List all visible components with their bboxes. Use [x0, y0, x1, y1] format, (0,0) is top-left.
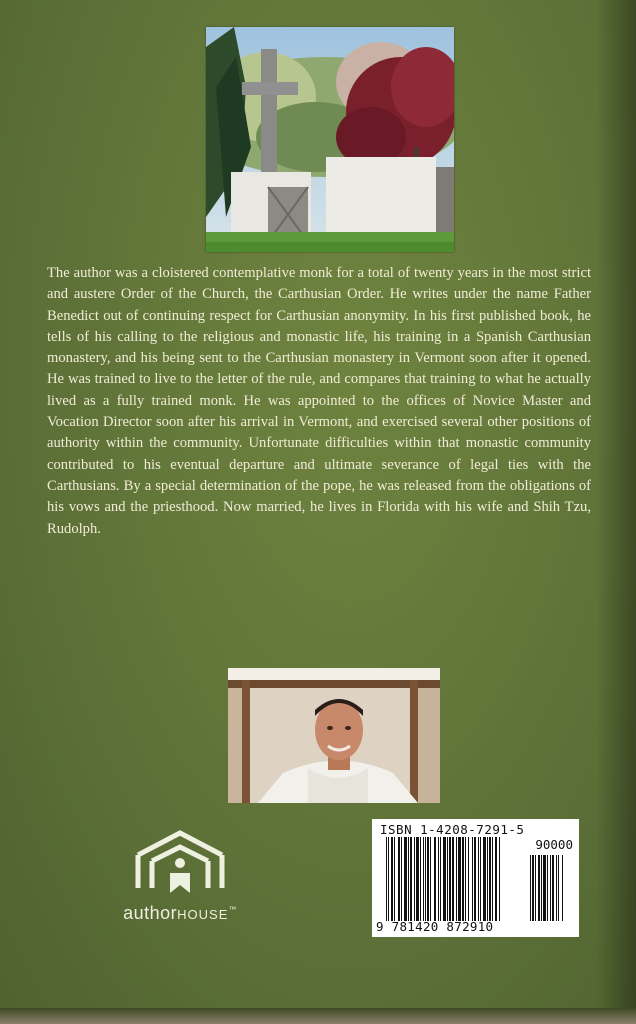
- barcode-bar: [452, 837, 454, 921]
- barcode-bar: [458, 837, 461, 921]
- barcode-bar: [391, 837, 393, 921]
- barcode-bar: [447, 837, 448, 921]
- barcode-bar: [434, 837, 436, 921]
- barcode-bar: [420, 837, 421, 921]
- author-portrait-image: [228, 668, 440, 803]
- barcode-bar: [480, 837, 481, 921]
- barcode-bar: [388, 837, 389, 921]
- barcode-bar: [483, 837, 486, 921]
- author-bio-text: The author was a cloistered contemplative monk for a total of twenty years in the most strict and austere Order of the Church, the Carthusian Order. He writes under the name Father Benedict out of continuing respect for Carthusian anonymity. In his first published book, he tells of his calling to the religious and monastic life, his training in a Spanish Carthusian monastery, and his being sent to the Carthusian monastery in Vermont soon after it opened. He was trained to live to the letter of the rule, and compares that training to what he actually lived as a fully trained monk. He was appointed to the offices of Novice Master and Vocation Director soon after his arrival in Vermont, and exercised several other positions of authority within the community. Unfortunate difficulties within that monastic community contributed to his eventual departure and ultimate severance of legal ties with the Carthusians. By a special determination of the pope, he was released from the obligations of his vows and the priesthood. Now married, he lives in Florida with his wife and Shih Tzu, Rudolph.: [47, 265, 591, 537]
- publisher-logo: [100, 823, 260, 933]
- barcode-bar: [558, 855, 559, 921]
- barcode-bar: [495, 837, 497, 921]
- barcode-bar: [408, 837, 409, 921]
- barcode-bar: [478, 837, 479, 921]
- barcode-bar: [386, 837, 387, 921]
- author-portrait-photo: [228, 668, 440, 803]
- barcode-bar: [398, 837, 400, 921]
- barcode-bar: [416, 837, 419, 921]
- barcode-bar: [538, 855, 540, 921]
- barcode-bar: [541, 855, 542, 921]
- authorhouse-house-icon: [100, 823, 260, 903]
- barcode-bar: [401, 837, 402, 921]
- publisher-name-upper: HOUSE: [177, 907, 229, 922]
- barcode-bar: [468, 837, 469, 921]
- ean-barcode-bars: [386, 837, 531, 921]
- barcode-bar: [556, 855, 557, 921]
- barcode-bar: [449, 837, 451, 921]
- barcode-bar: [492, 837, 493, 921]
- barcode-bar: [487, 837, 488, 921]
- publisher-name-lower: author: [123, 903, 178, 923]
- barcode-bar: [443, 837, 446, 921]
- barcode-bar: [550, 855, 551, 921]
- barcode-bar: [394, 837, 395, 921]
- barcode-bar: [438, 837, 439, 921]
- price-addon-bars: [530, 855, 578, 921]
- barcode-bar: [440, 837, 441, 921]
- cross-scene-image: [206, 27, 454, 252]
- barcode-bar: [552, 855, 554, 921]
- barcode-bar: [404, 837, 407, 921]
- barcode-bar: [456, 837, 457, 921]
- barcode-bar: [472, 837, 473, 921]
- barcode-bar: [462, 837, 464, 921]
- barcode-bar: [530, 855, 531, 921]
- barcode-bar: [532, 855, 534, 921]
- publisher-wordmark: [100, 903, 260, 924]
- barcode-bar: [547, 855, 548, 921]
- barcode-bar: [562, 855, 563, 921]
- monastery-cross-photo: [206, 27, 454, 252]
- surface-edge: [0, 1008, 636, 1024]
- barcode-bar: [499, 837, 500, 921]
- barcode-bar: [430, 837, 431, 921]
- barcode-bar: [427, 837, 429, 921]
- barcode-bar: [474, 837, 476, 921]
- barcode-bar: [425, 837, 426, 921]
- price-code: 90000: [535, 837, 573, 852]
- ean-number: 9 781420 872910: [376, 919, 494, 934]
- trademark-symbol: ™: [228, 905, 237, 914]
- barcode-bar: [543, 855, 546, 921]
- barcode-bar: [414, 837, 415, 921]
- barcode-bar: [489, 837, 491, 921]
- isbn-barcode: [372, 819, 579, 937]
- barcode-bar: [423, 837, 424, 921]
- barcode-bar: [535, 855, 536, 921]
- barcode-bar: [410, 837, 412, 921]
- barcode-bar: [465, 837, 466, 921]
- isbn-number: ISBN 1-4208-7291-5: [380, 822, 525, 837]
